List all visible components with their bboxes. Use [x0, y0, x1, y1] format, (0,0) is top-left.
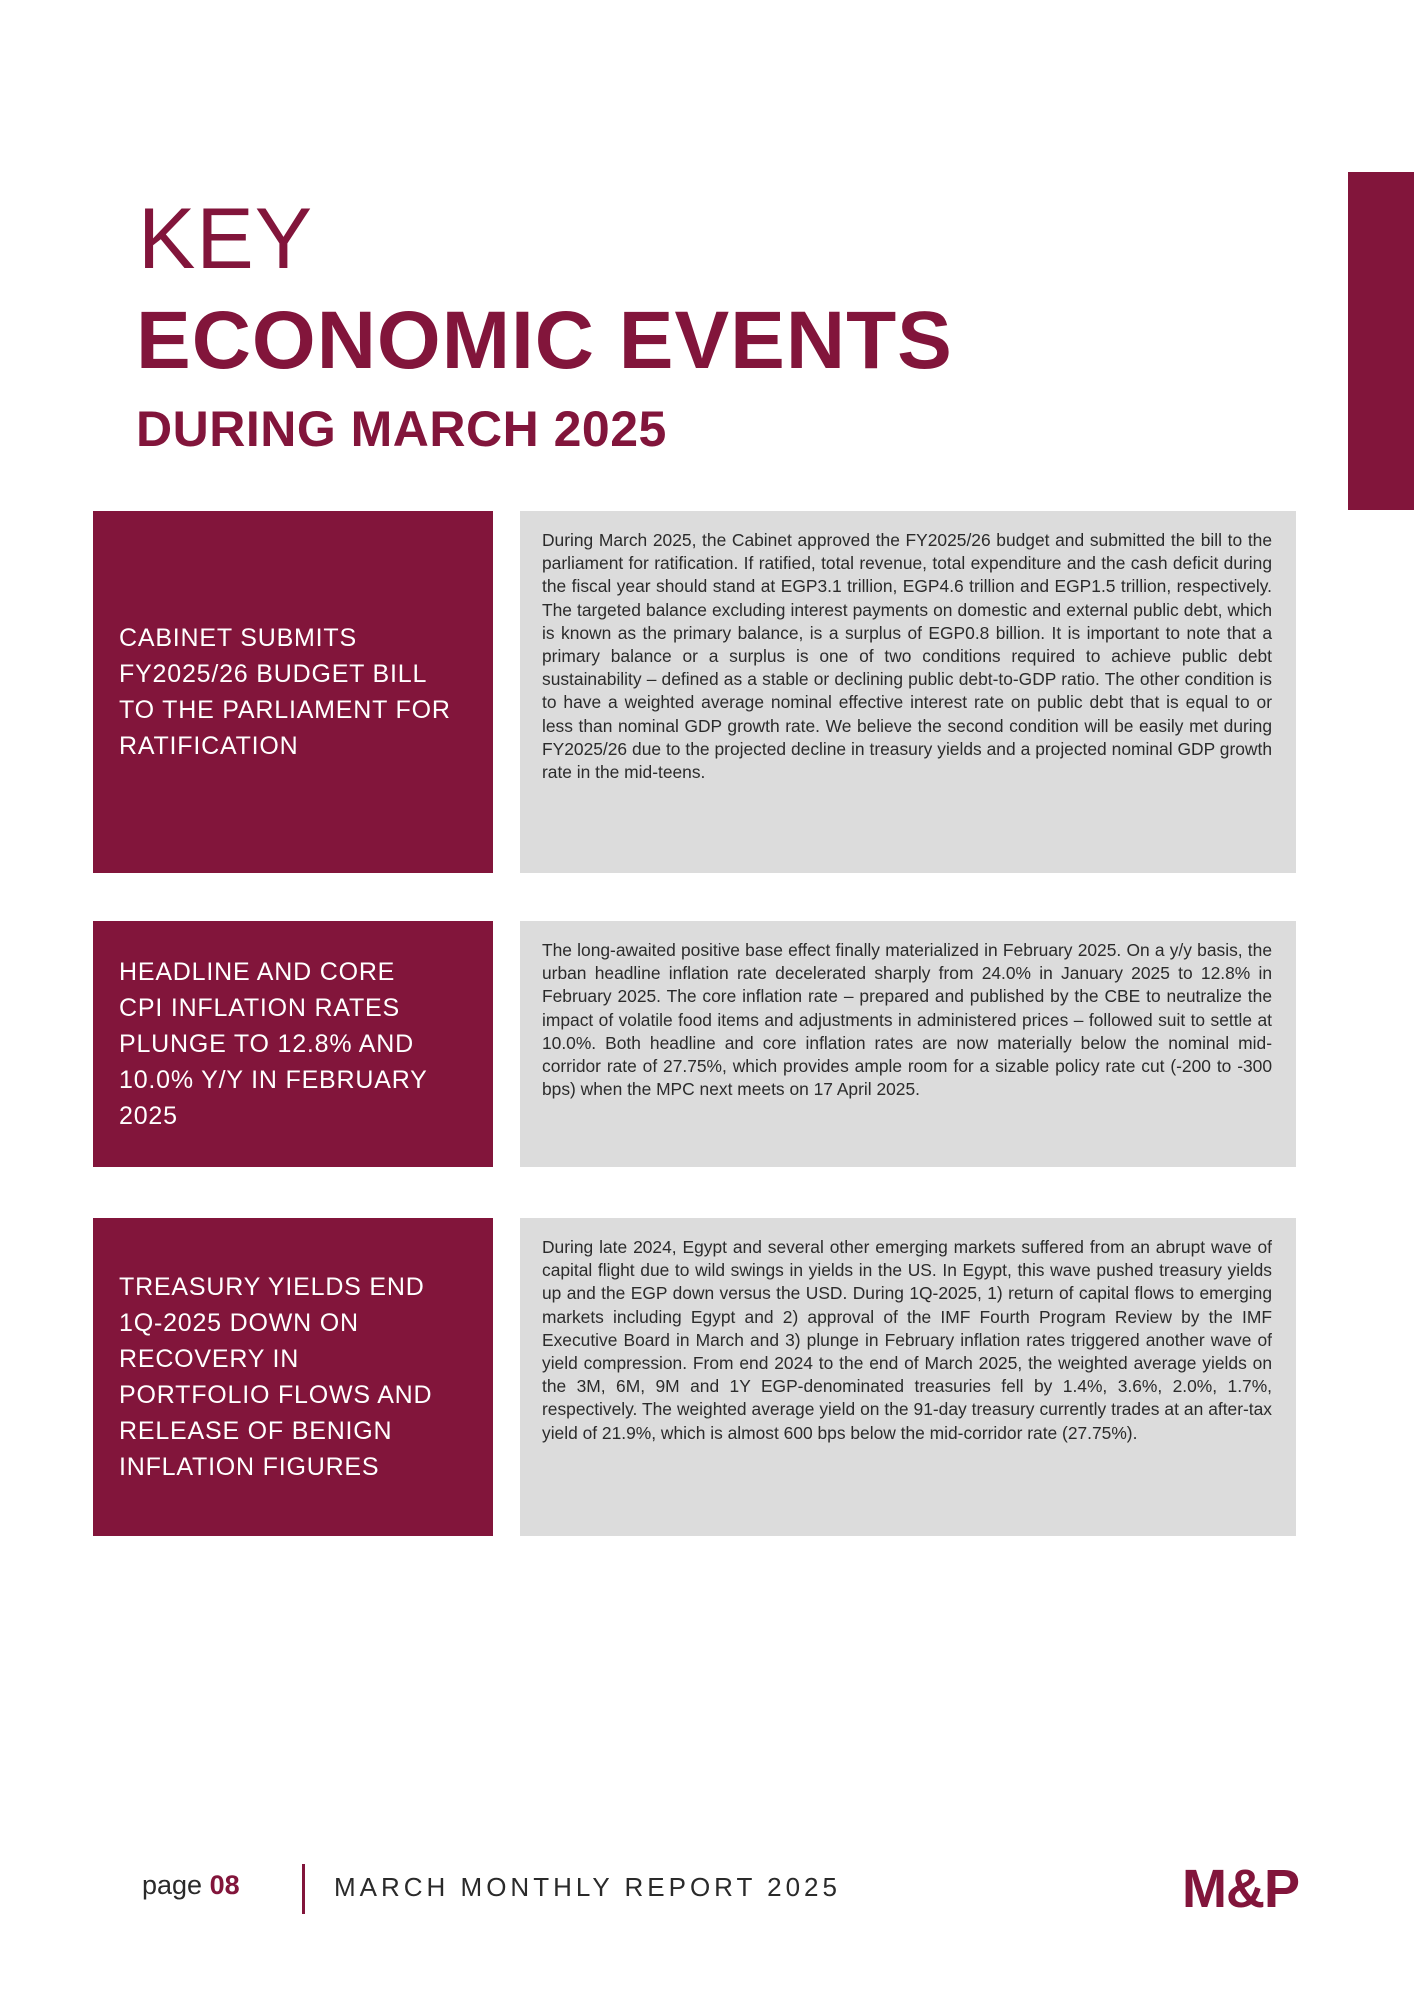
page-number [142, 1870, 240, 1901]
event-body-text: During late 2024, Egypt and several other emerging markets suffered from an abrupt wave of capital flight due to wild swings in yields in the US. In Egypt, this wave pushed treasury yields up and the EGP down versus the USD. During 1Q-2025, 1) return of capital flows to emerging markets including Egypt and 2) approval of the IMF Fourth Program Review by the IMF Executive Board in March and 3) plunge in February inflation rates triggered another wave of yield compression. From end 2024 to the end of March 2025, the weighted average yields on the 3M, 6M, 9M and 1Y EGP-denominated treasuries fell by 1.4%, 3.6%, 2.0%, 1.7%, respectively. The weighted average yield on the 91-day treasury currently trades at an after-tax yield of 21.9%, which is almost 600 bps below the mid-corridor rate (27.75%). [542, 1237, 1272, 1443]
event-label-text: TREASURY YIELDS END 1Q-2025 DOWN ON RECOVERY IN PORTFOLIO FLOWS AND RELEASE OF BENIGN INFLATION FIGURES [119, 1273, 433, 1481]
event-label-text: CABINET SUBMITS FY2025/26 BUDGET BILL TO THE PARLIAMENT FOR RATIFICATION [119, 624, 451, 760]
side-accent-bar [1348, 172, 1414, 510]
company-logo: M&P [1182, 1859, 1299, 1919]
event-body-inflation [520, 921, 1296, 1167]
footer-divider [302, 1864, 305, 1914]
page-title-key: KEY [138, 191, 314, 287]
event-body-treasury [520, 1218, 1296, 1536]
event-label-treasury [93, 1218, 493, 1536]
event-body-budget [520, 511, 1296, 873]
event-label-text: HEADLINE AND CORE CPI INFLATION RATES PLUNGE TO 12.8% AND 10.0% Y/Y IN FEBRUARY 2025 [119, 958, 428, 1130]
event-label-budget [93, 511, 493, 873]
event-body-text: The long-awaited positive base effect finally materialized in February 2025. On a y/y basis, the urban headline inflation rate decelerated sharply from 24.0% in January 2025 to 12.8% in February 2025. The core inflation rate – prepared and published by the CBE to neutralize the impact of volatile food items and adjustments in administered prices – followed suit to settle at 10.0%. Both headline and core inflation rates are now materially below the nominal mid-corridor rate of 27.75%, which provides ample room for a sizable policy rate cut (-200 to -300 bps) when the MPC next meets on 17 April 2025. [542, 940, 1272, 1100]
page-subtitle: DURING MARCH 2025 [136, 401, 667, 457]
event-body-text: During March 2025, the Cabinet approved the FY2025/26 budget and submitted the bill to the parliament for ratification. If ratified, total revenue, total expenditure and the cash deficit during the fiscal year should stand at EGP3.1 trillion, EGP4.6 trillion and EGP1.5 trillion, respectively. The targeted balance excluding interest payments on domestic and external public debt, which is known as the primary balance, is a surplus of EGP0.8 billion. It is important to note that a primary balance or a surplus is one of two conditions required to achieve public debt sustainability – defined as a stable or declining public debt-to-GDP ratio. The other condition is to have a weighted average nominal effective interest rate on public debt that is equal to or less than nominal GDP growth rate. We believe the second condition will be easily met during FY2025/26 due to the projected decline in treasury yields and a projected nominal GDP growth rate in the mid-teens. [542, 530, 1272, 783]
page-word: page [142, 1870, 203, 1900]
event-label-inflation [93, 921, 493, 1167]
report-title: MARCH MONTHLY REPORT 2025 [334, 1872, 841, 1902]
page-number-value: 08 [209, 1870, 240, 1900]
page-title-main: ECONOMIC EVENTS [136, 295, 953, 386]
